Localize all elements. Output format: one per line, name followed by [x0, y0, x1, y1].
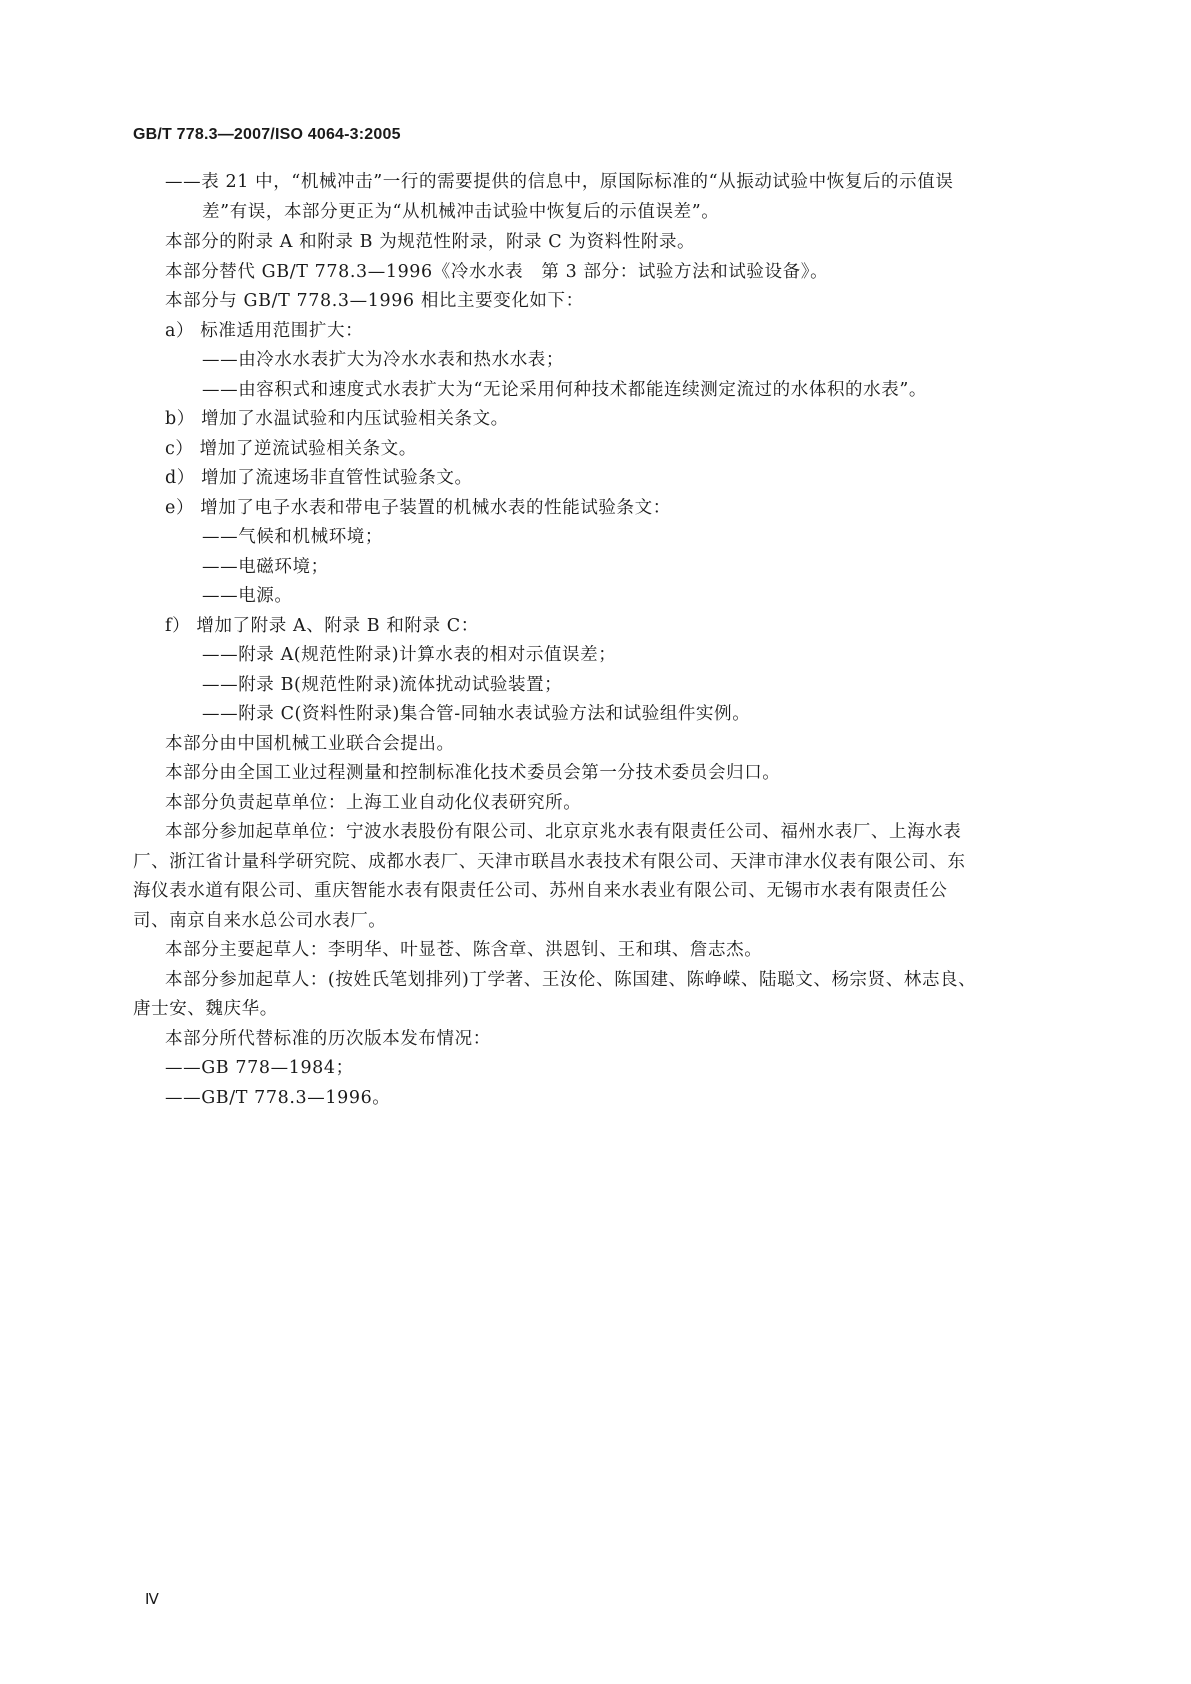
list-item-b: b） 增加了水温试验和内压试验相关条文。: [165, 409, 509, 429]
sub-item: ——由容积式和速度式水表扩大为“无论采用何种技术都能连续测定流过的水体积的水表”。: [202, 380, 927, 400]
body-line: 海仪表水道有限公司、重庆智能水表有限责任公司、苏州自来水表业有限公司、无锡市水表有限责任公: [133, 881, 948, 901]
list-item-d: d） 增加了流速场非直管性试验条文。: [165, 468, 473, 488]
list-item-c: c） 增加了逆流试验相关条文。: [165, 439, 417, 459]
body-line: 本部分的附录 A 和附录 B 为规范性附录，附录 C 为资料性附录。: [165, 232, 696, 252]
body-line: 本部分参加起草单位：宁波水表股份有限公司、北京京兆水表有限责任公司、福州水表厂、上海水表: [165, 822, 962, 842]
sub-item: ——附录 B(规范性附录)流体扰动试验装置；: [202, 675, 563, 695]
sub-item: ——由冷水水表扩大为冷水水表和热水水表；: [202, 350, 564, 370]
body-line: 本部分负责起草单位：上海工业自动化仪表研究所。: [165, 793, 582, 813]
page-number: Ⅳ: [145, 1592, 159, 1608]
sub-item: ——附录 A(规范性附录)计算水表的相对示值误差；: [202, 645, 617, 665]
body-line: ——表 21 中，“机械冲击”一行的需要提供的信息中，原国际标准的“从振动试验中恢复后的示值误: [165, 172, 954, 192]
body-line: 唐士安、魏庆华。: [133, 999, 278, 1019]
sub-item: ——气候和机械环境；: [202, 527, 383, 547]
body-line: 本部分由中国机械工业联合会提出。: [165, 734, 455, 754]
standard-header: GB/T 778.3—2007/ISO 4064-3:2005: [133, 126, 401, 143]
sub-item: ——附录 C(资料性附录)集合管-同轴水表试验方法和试验组件实例。: [202, 704, 751, 724]
list-item-a: a） 标准适用范围扩大：: [165, 321, 364, 341]
body-line: 本部分参加起草人：(按姓氏笔划排列)丁学著、王汝伦、陈国建、陈峥嵘、陆聪文、杨宗贤、林志良、: [165, 970, 977, 990]
list-item-e: e） 增加了电子水表和带电子装置的机械水表的性能试验条文：: [165, 498, 671, 518]
body-line: 司、南京自来水总公司水表厂。: [133, 911, 387, 931]
body-line: 本部分与 GB/T 778.3—1996 相比主要变化如下：: [165, 291, 584, 311]
list-item-f: f） 增加了附录 A、附录 B 和附录 C：: [165, 616, 479, 636]
body-line: 差”有误，本部分更正为“从机械冲击试验中恢复后的示值误差”。: [202, 202, 720, 222]
sub-item: ——电源。: [202, 586, 293, 606]
body-line: 厂、浙江省计量科学研究院、成都水表厂、天津市联昌水表技术有限公司、天津市津水仪表有限公司、东: [133, 852, 966, 872]
sub-item: ——GB 778—1984；: [165, 1058, 354, 1078]
body-line: 本部分替代 GB/T 778.3—1996《冷水水表 第 3 部分：试验方法和试验设备》。: [165, 262, 829, 282]
body-line: 本部分主要起草人：李明华、叶显苍、陈含章、洪恩钊、王和琪、詹志杰。: [165, 940, 763, 960]
sub-item: ——电磁环境；: [202, 557, 329, 577]
body-line: 本部分由全国工业过程测量和控制标准化技术委员会第一分技术委员会归口。: [165, 763, 781, 783]
sub-item: ——GB/T 778.3—1996。: [165, 1088, 391, 1108]
body-line: 本部分所代替标准的历次版本发布情况：: [165, 1029, 491, 1049]
